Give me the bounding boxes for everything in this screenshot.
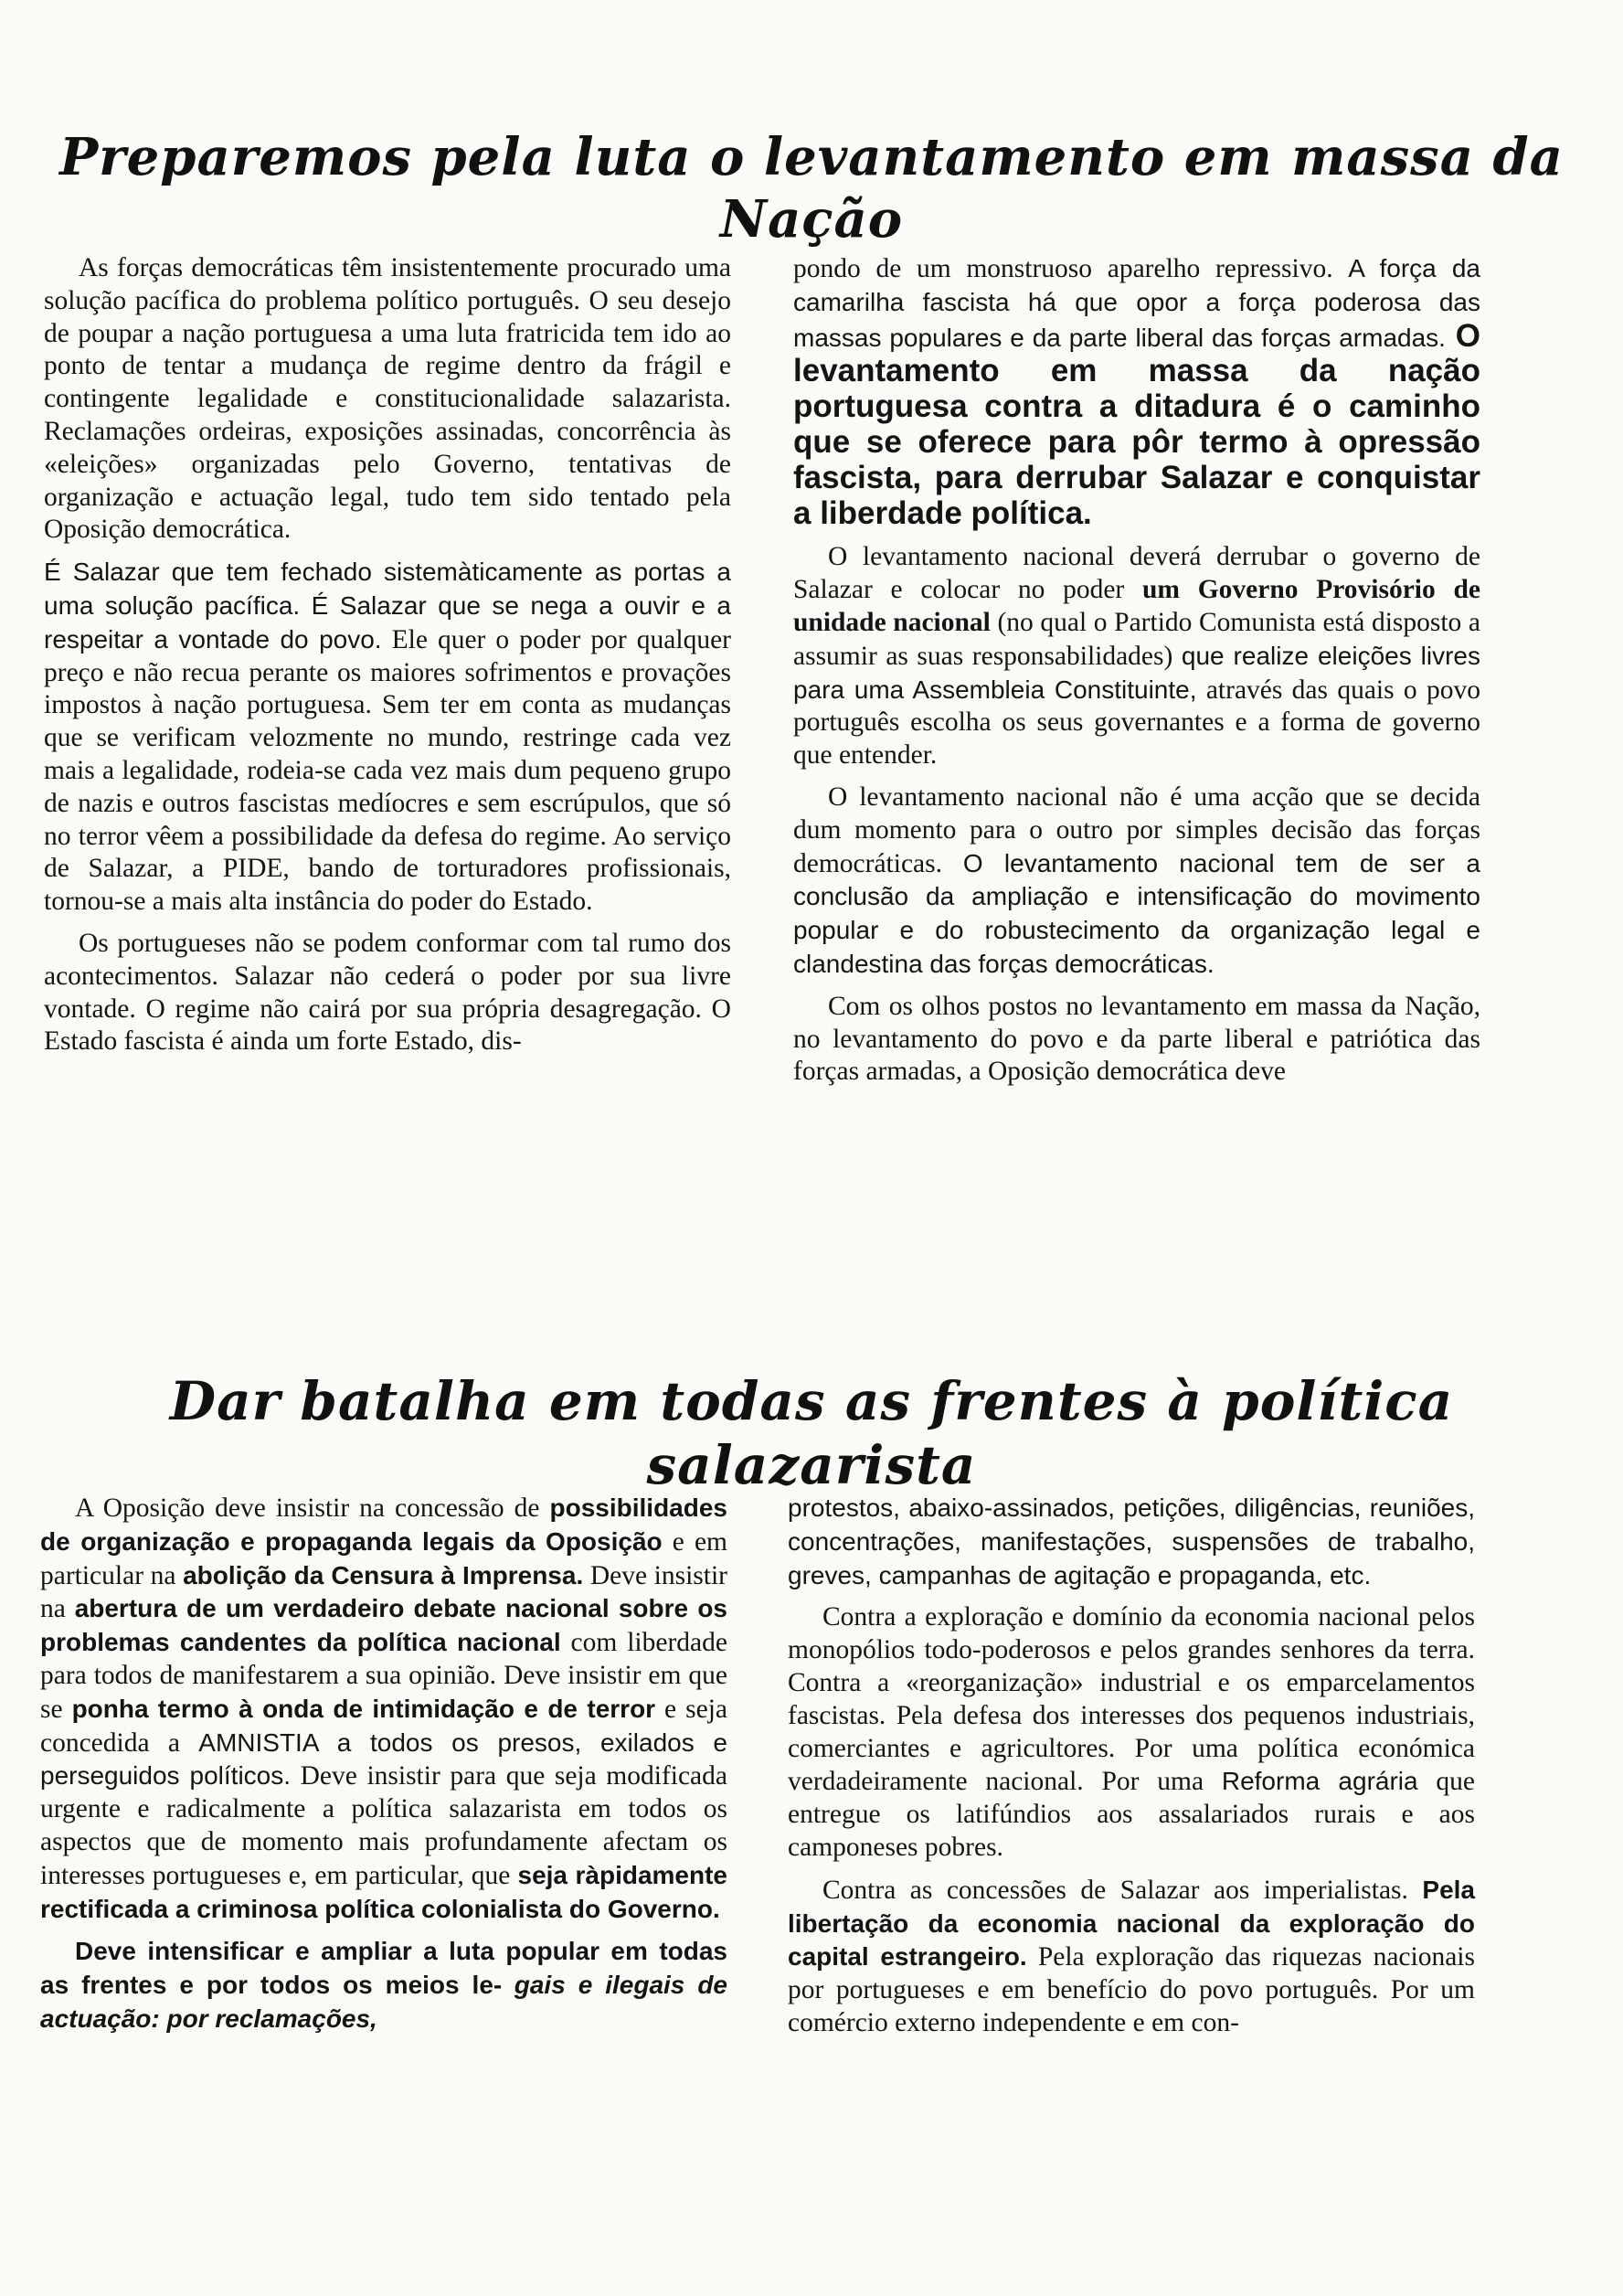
- emphasis-text: protestos, abaixo-assinados, petições, diligências, reuniões, concentrações, manifestações, suspensões de trabalho, greves, campanhas de agitação e propaganda, etc.: [788, 1493, 1475, 1589]
- paragraph: [793, 541, 1480, 772]
- paragraph: [44, 556, 731, 919]
- body-text: com liberdade para todos de manifestarem a sua opinião. Deve insistir em que se: [40, 1628, 727, 1724]
- headline-batalha: Dar batalha em todas as frentes à política salazarista: [169, 1370, 1454, 1496]
- body-text: através das quais o povo português escolha os seus governantes e a forma de governo que entender.: [793, 675, 1480, 771]
- emphasis-text: Reforma agrária: [1221, 1767, 1418, 1796]
- body-text: pondo de um monstruoso aparelho repressivo.: [793, 254, 1349, 283]
- emphasis-text: seja ràpidamente rectificada a criminosa política colonialista do Governo.: [40, 1860, 727, 1923]
- emphasis-text: abertura de um verdadeiro debate nacional sobre os problemas candentes da política nacional: [40, 1594, 728, 1657]
- emphasis-text: abolição da Censura à Imprensa.: [183, 1560, 584, 1589]
- bold-text: um Governo Provisório de unidade nacional: [793, 575, 1480, 637]
- emphasis-text: A força da camarilha fascista há que opor a força poderosa das massas populares e da parte liberal das forças armadas.: [793, 254, 1480, 352]
- paragraph: [788, 1874, 1475, 2040]
- paragraph: [788, 1601, 1475, 1864]
- body-text: Contra as concessões de Salazar aos imperialistas.: [822, 1875, 1423, 1905]
- article-1-left-column: [44, 252, 731, 1068]
- article-2-left-column: [40, 1492, 727, 2046]
- paragraph: Os portugueses não se podem conformar com tal rumo dos acontecimentos. Salazar não cederá o poder por sua livre vontade. O regime não cairá por sua própria desagregação. O Estado fascista é ainda um forte Estado, dis-: [44, 928, 731, 1057]
- body-text: Pela exploração das riquezas nacionais por portugueses e em benefício do povo português. Por um comércio externo independente e em con-: [788, 1942, 1475, 2037]
- body-text: O levantamento nacional deverá derrubar o governo de Salazar e colocar no poder: [793, 542, 1480, 605]
- paragraph: Com os olhos postos no levantamento em massa da Nação, no levantamento do povo e da parte liberal e patriótica das forças armadas, a Oposição democrática deve: [793, 991, 1480, 1087]
- paragraph: [793, 781, 1480, 982]
- amnistia-text: AMNISTIA: [198, 1727, 318, 1757]
- article-2-right-column: [788, 1492, 1475, 2049]
- body-text: Ele quer o poder por qualquer preço e não recua perante os maiores sofrimentos e provações impostos à nação portuguesa. Sem ter em conta as mudanças que se verificam velozmente no mundo, restringe cada vez mais a legalidade, rodeia-se cada vez mais dum pequeno grupo de nazis e outros fascistas medíocres e sem escrúpulos, que só no terror vêem a possibilidade da defesa do regime. Ao serviço de Salazar, a PIDE, bando de torturadores profissionais, tornou-se a mais alta instância do poder do Estado.: [44, 624, 731, 917]
- bold-italic-text: gais e ilegais de actuação: por reclamações,: [40, 1971, 727, 2033]
- body-text: Deve insistir para que seja modificada urgente e radicalmente a política salazarista em todos os aspectos que de momento mais profundamente afectam os interesses portugueses e, em particular, que: [40, 1761, 727, 1890]
- body-text: A Oposição deve insistir na concessão de: [75, 1493, 550, 1523]
- body-text: e seja concedida a: [40, 1694, 727, 1758]
- body-text: (no qual o Partido Comunista está disposto a assumir as suas responsabilidades): [793, 607, 1481, 671]
- bold-emphasis-text: O levantamento em massa da nação portuguesa contra a ditadura é o caminho que se oferece para pôr termo à opressão fascista, para derrubar Salazar e conquistar a liberdade política.: [793, 317, 1480, 531]
- body-text: O levantamento nacional não é uma acção que se decida dum momento para o outro por simples decisão das forças democráticas.: [793, 781, 1480, 878]
- emphasis-text: É Salazar que tem fechado sistemàticamente as portas a uma solução pacífica. É Salazar que se nega a ouvir e a respeitar a vontade do povo.: [44, 558, 731, 654]
- emphasis-text: a todos os presos, exilados e perseguidos políticos.: [40, 1727, 727, 1791]
- body-text: Deve insistir na: [40, 1560, 727, 1624]
- paragraph: As forças democráticas têm insistentemente procurado uma solução pacífica do problema político português. O seu desejo de poupar a nação portuguesa a uma luta fratricida tem ido ao ponto de tentar a mudança de regime dentro da frágil e contingente legalidade e constitucionalidade salazarista. Reclamações ordeiras, exposições assinadas, concorrência às «eleições» organizadas pelo Governo, tentativas de organização e actuação legal, tudo tem sido tentado pela Oposição democrática.: [44, 253, 731, 545]
- emphasis-text: Pela libertação da economia nacional da exploração do capital estrangeiro.: [788, 1875, 1475, 1972]
- paragraph: [40, 1492, 727, 1926]
- emphasis-text: que realize eleições livres para uma Assembleia Constituinte,: [793, 641, 1481, 704]
- emphasis-text: O levantamento nacional tem de ser a conclusão da ampliação e intensificação do movimento popular e do robustecimento da organização legal e clandestina das forças democráticas.: [793, 848, 1480, 978]
- body-text: que entregue os latifúndios aos assalariados rurais e aos camponeses pobres.: [788, 1767, 1475, 1862]
- body-text: e em particular na: [40, 1526, 727, 1590]
- emphasis-text: ponha termo à onda de intimidação e de terror: [71, 1694, 656, 1723]
- article-1-right-column: [793, 252, 1480, 1098]
- emphasis-text: possibilidades de organização e propaganda legais da Oposição: [40, 1493, 727, 1556]
- paragraph: [793, 252, 1480, 532]
- emphasis-text: Deve intensificar e ampliar a luta popular em todas as frentes e por todos os meios le-: [40, 1937, 727, 2000]
- body-text: Contra a exploração e domínio da economia nacional pelos monopólios todo-poderosos e pelos grandes senhores da terra. Contra a «reorganização» industrial e os emparcelamentos fascistas. Pela defesa dos interesses dos pequenos industriais, comerciantes e agricultores. Por uma política económica verdadeiramente nacional. Por uma: [788, 1602, 1475, 1797]
- headline-levantamento: Preparemos pela luta o levantamento em massa da Nação: [59, 127, 1564, 250]
- paragraph: [40, 1935, 727, 2036]
- paragraph: [788, 1492, 1475, 1592]
